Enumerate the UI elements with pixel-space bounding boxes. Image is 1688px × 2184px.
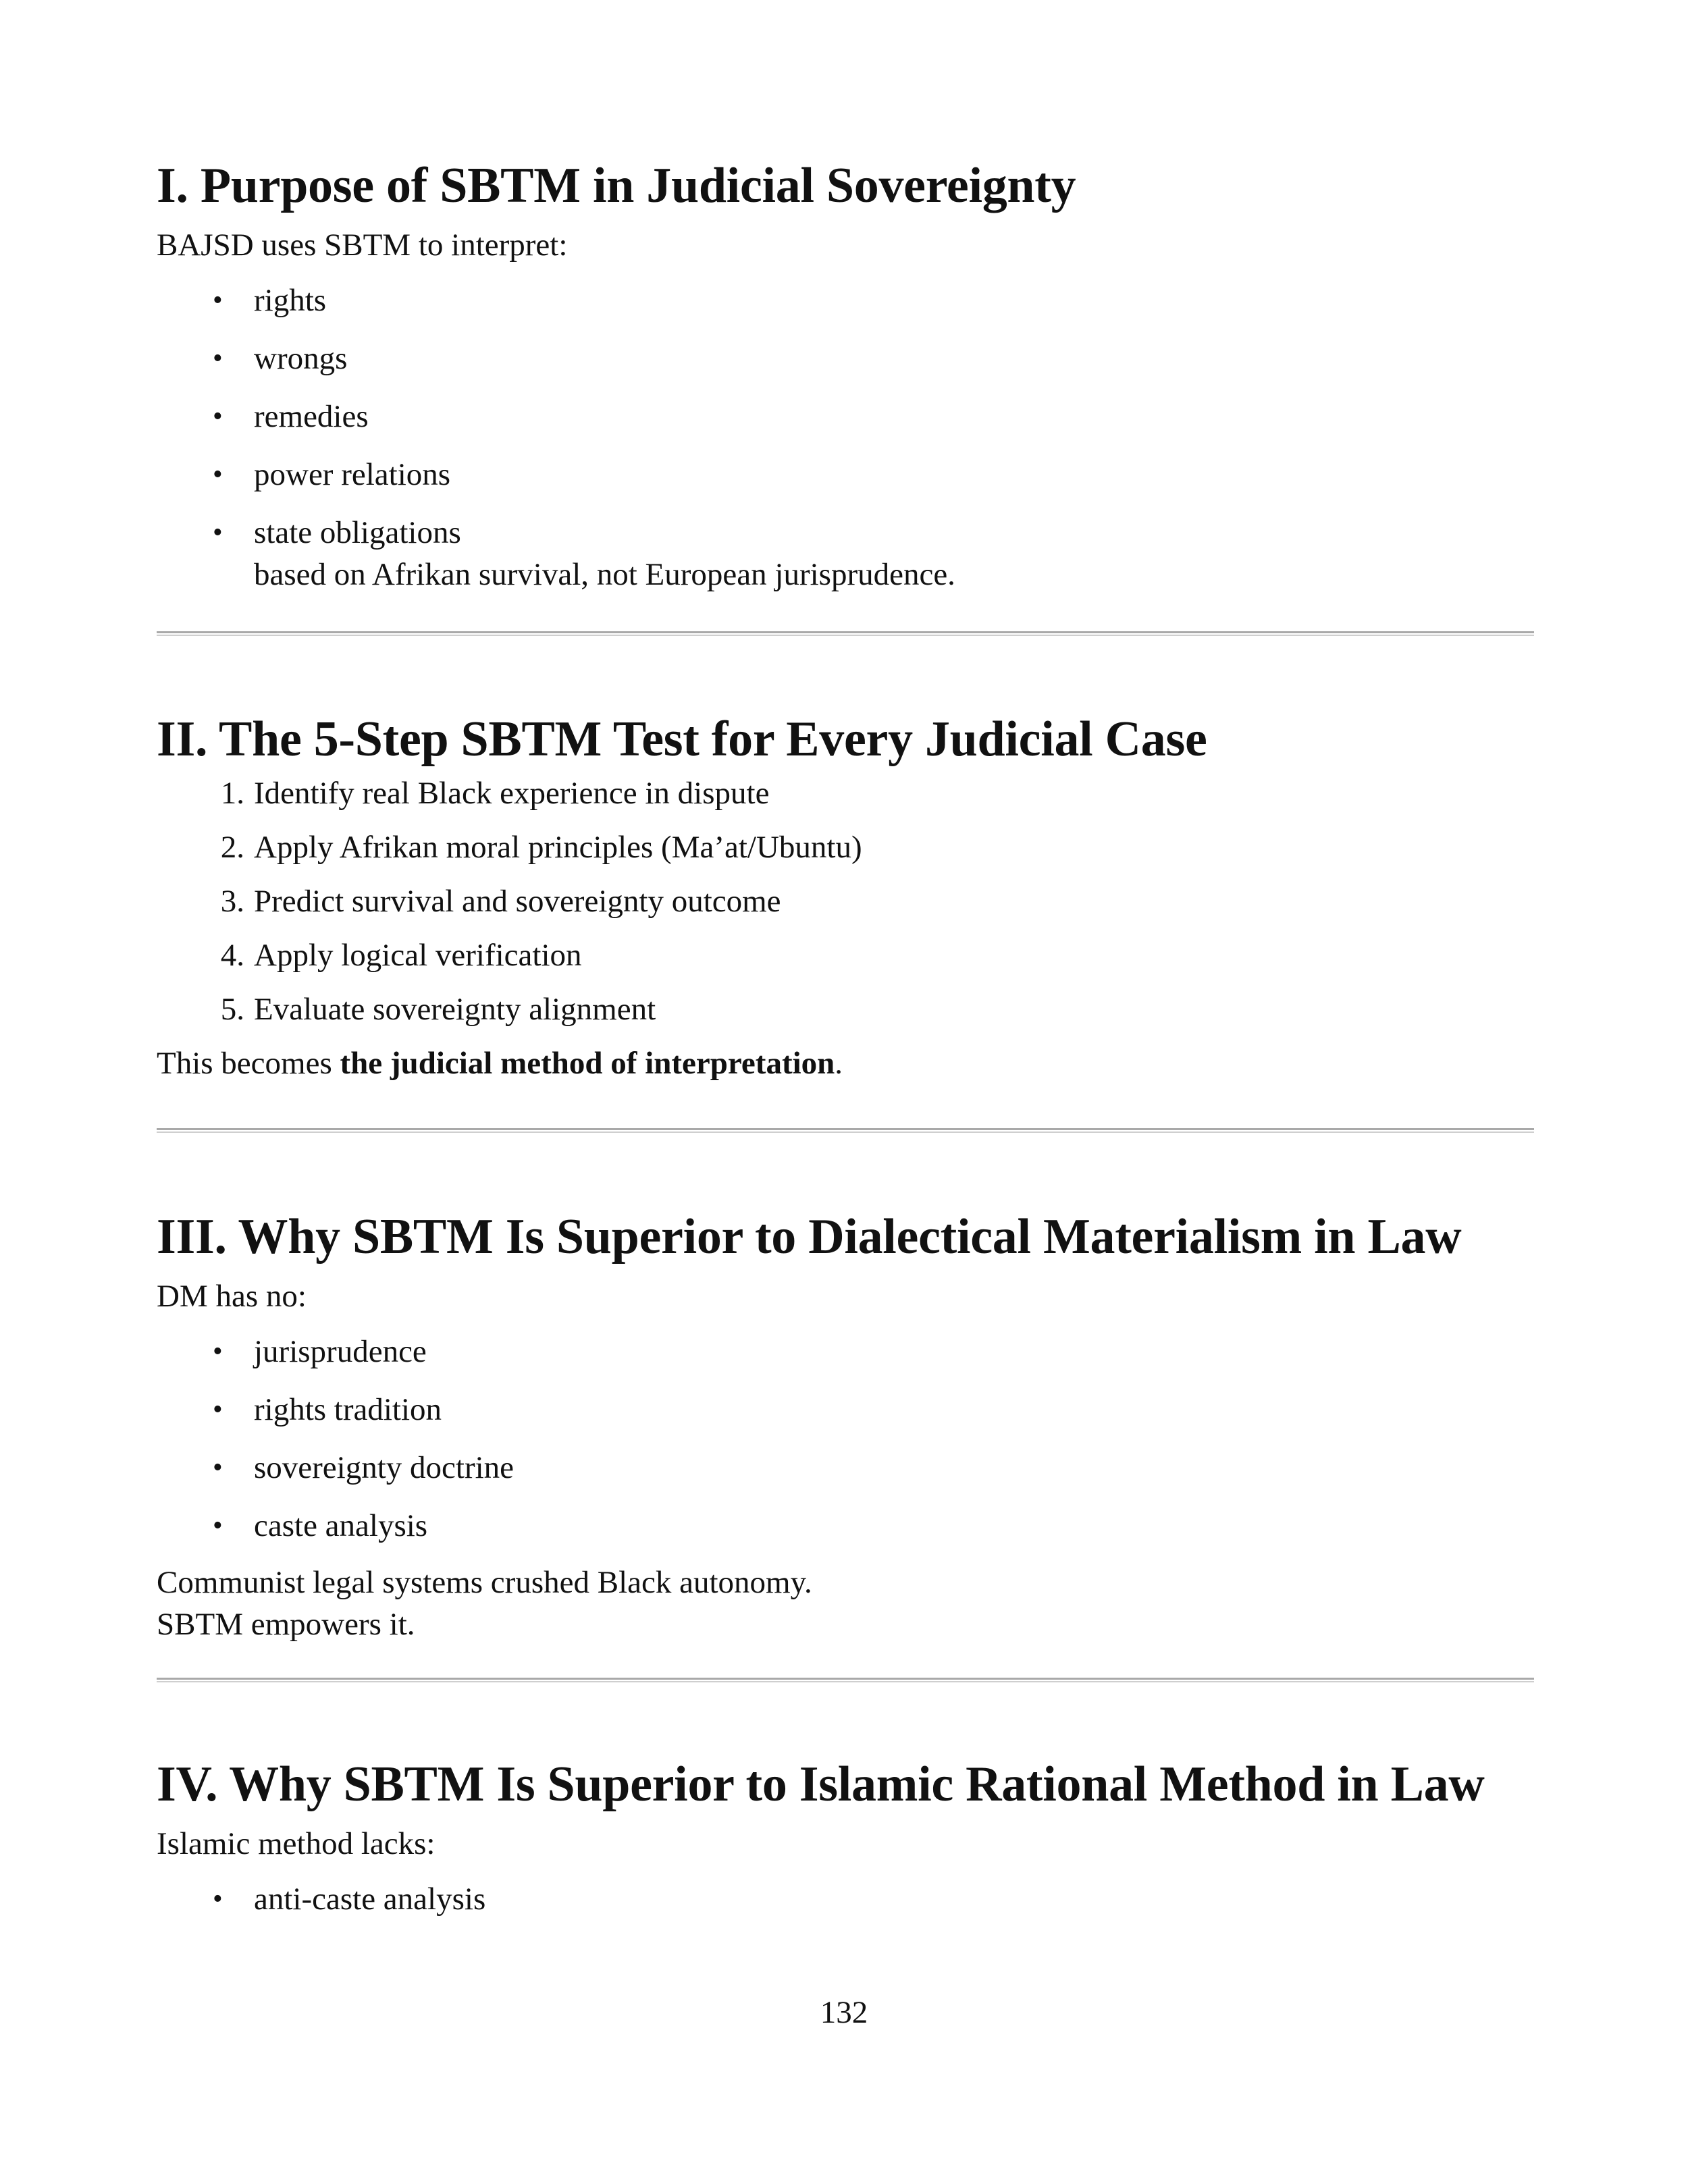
list-item bbox=[157, 988, 1534, 1030]
list-item-text: caste analysis bbox=[254, 1508, 428, 1543]
bullet-icon: • bbox=[213, 1336, 223, 1367]
conclusion-emphasis: the judicial method of interpretation bbox=[340, 1046, 835, 1081]
section-conclusion-line: Communist legal systems crushed Black autonomy. bbox=[157, 1565, 812, 1600]
list-item-text: Apply logical verification bbox=[254, 938, 582, 973]
list-item-text: Identify real Black experience in dispute bbox=[254, 776, 770, 811]
bullet-icon: • bbox=[213, 1452, 223, 1483]
list-item bbox=[157, 279, 1534, 321]
list-item-text: anti-caste analysis bbox=[254, 1882, 486, 1917]
list-item-text: rights bbox=[254, 283, 327, 318]
list-item bbox=[157, 934, 1534, 976]
list-item-text: Predict survival and sovereignty outcome bbox=[254, 884, 781, 919]
list-item bbox=[157, 880, 1534, 922]
section-intro: BAJSD uses SBTM to interpret: bbox=[157, 228, 568, 263]
bullet-list bbox=[157, 1878, 1534, 1920]
section-conclusion bbox=[157, 1042, 1534, 1084]
section-heading: IV. Why SBTM Is Superior to Islamic Rational Method in Law bbox=[157, 1757, 1485, 1812]
bullet-list bbox=[157, 1331, 1534, 1547]
list-item bbox=[157, 826, 1534, 868]
list-item bbox=[157, 454, 1534, 496]
section-divider bbox=[157, 1128, 1534, 1133]
section-purpose bbox=[157, 155, 1534, 595]
page-number: 132 bbox=[820, 1995, 868, 2030]
section-divider bbox=[157, 1678, 1534, 1682]
bullet-icon: • bbox=[213, 1884, 223, 1915]
list-item-continuation: based on Afrikan survival, not European jurisprudence. bbox=[254, 557, 955, 592]
list-item bbox=[157, 1389, 1534, 1431]
list-item bbox=[157, 512, 1534, 595]
list-item bbox=[157, 772, 1534, 814]
step-number: 2. bbox=[220, 830, 244, 865]
list-item-text: jurisprudence bbox=[254, 1334, 427, 1369]
section-divider bbox=[157, 631, 1534, 636]
list-item bbox=[157, 1447, 1534, 1489]
list-item bbox=[157, 1331, 1534, 1373]
bullet-icon: • bbox=[213, 401, 223, 432]
bullet-icon: • bbox=[213, 459, 223, 490]
list-item-text: state obligations bbox=[254, 515, 461, 550]
section-heading: I. Purpose of SBTM in Judicial Sovereignty bbox=[157, 158, 1076, 213]
bullet-icon: • bbox=[213, 1510, 223, 1541]
list-item-text: wrongs bbox=[254, 341, 348, 376]
step-number: 4. bbox=[220, 938, 244, 973]
list-item-text: sovereignty doctrine bbox=[254, 1450, 515, 1485]
numbered-list bbox=[157, 772, 1534, 1030]
section-vs-islamic-rational-method bbox=[157, 1754, 1534, 1920]
step-number: 5. bbox=[220, 992, 244, 1027]
list-item bbox=[157, 396, 1534, 437]
conclusion-suffix: . bbox=[835, 1046, 843, 1081]
list-item-text: Evaluate sovereignty alignment bbox=[254, 992, 656, 1027]
list-item bbox=[157, 1505, 1534, 1547]
bullet-icon: • bbox=[213, 1394, 223, 1425]
section-heading: II. The 5-Step SBTM Test for Every Judicial Case bbox=[157, 712, 1207, 767]
section-vs-dialectical-materialism bbox=[157, 1206, 1534, 1645]
step-number: 3. bbox=[220, 884, 244, 919]
step-number: 1. bbox=[220, 776, 244, 811]
section-intro: Islamic method lacks: bbox=[157, 1826, 436, 1861]
bullet-icon: • bbox=[213, 343, 223, 374]
bullet-icon: • bbox=[213, 517, 223, 548]
section-heading: III. Why SBTM Is Superior to Dialectical Materialism in Law bbox=[157, 1209, 1462, 1264]
list-item bbox=[157, 338, 1534, 379]
section-five-step-test bbox=[157, 709, 1534, 1084]
list-item-text: rights tradition bbox=[254, 1392, 442, 1427]
bullet-list bbox=[157, 279, 1534, 595]
bullet-icon: • bbox=[213, 285, 223, 316]
section-conclusion-line: SBTM empowers it. bbox=[157, 1607, 415, 1642]
list-item-text: Apply Afrikan moral principles (Ma’at/Ubuntu) bbox=[254, 830, 862, 865]
list-item-text: remedies bbox=[254, 399, 369, 434]
list-item bbox=[157, 1878, 1534, 1920]
section-intro: DM has no: bbox=[157, 1279, 307, 1314]
list-item-text: power relations bbox=[254, 457, 451, 492]
conclusion-prefix: This becomes bbox=[157, 1046, 340, 1081]
